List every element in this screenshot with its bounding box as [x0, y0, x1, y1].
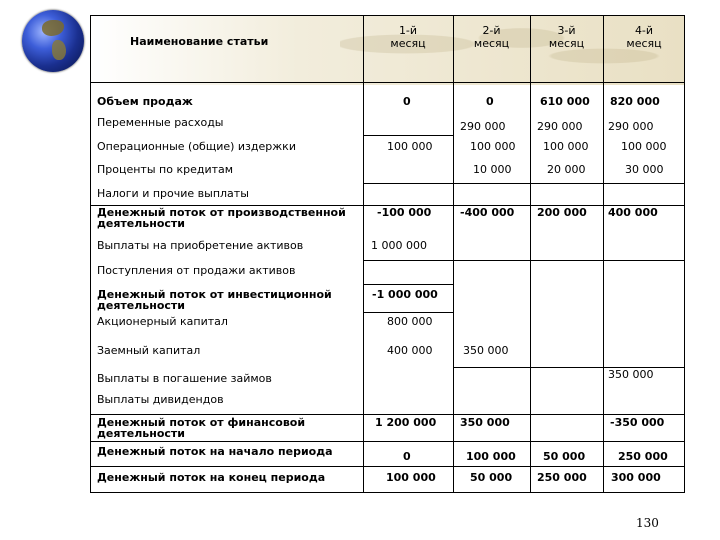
cell-loan-m2: 350 000 [463, 344, 509, 357]
cell-interest-m3: 20 000 [547, 163, 586, 176]
cell-cf-financing-m2: 350 000 [460, 416, 510, 429]
row-divider [363, 260, 685, 261]
label-line: деятельности [97, 299, 186, 312]
cell-cf-end-m1: 100 000 [386, 471, 436, 484]
cell-equity-m1: 800 000 [387, 315, 433, 328]
header-month-3 [530, 24, 603, 50]
row-label-asset-purchase: Выплаты на приобретение активов [97, 239, 304, 252]
cell-loan-repay-m4: 350 000 [608, 368, 654, 381]
row-divider [363, 183, 685, 184]
cell-interest-m2: 10 000 [473, 163, 512, 176]
row-label-variable: Переменные расходы [97, 116, 224, 129]
cell-cf-operating-m2: -400 000 [460, 206, 515, 219]
cell-operating-m4: 100 000 [621, 140, 667, 153]
cell-variable-m2: 290 000 [460, 120, 506, 133]
row-label-cf-operating [97, 207, 346, 229]
row-divider [90, 466, 685, 467]
cell-cf-financing-m1: 1 200 000 [375, 416, 437, 429]
cell-variable-m4: 290 000 [608, 120, 654, 133]
cell-cf-start-m3: 50 000 [543, 450, 586, 463]
row-label-cf-financing [97, 417, 305, 439]
cell-line [363, 135, 453, 136]
row-label-dividends: Выплаты дивидендов [97, 393, 224, 406]
cell-cf-operating-m1: -100 000 [377, 206, 432, 219]
cell-sales-m4: 820 000 [610, 95, 660, 108]
row-divider [90, 441, 685, 442]
cell-line [363, 312, 453, 313]
row-label-sales: Объем продаж [97, 95, 193, 108]
cell-cf-operating-m4: 400 000 [608, 206, 658, 219]
label-line: деятельности [97, 427, 186, 440]
header-divider [90, 82, 685, 83]
row-label-loan-repay: Выплаты в погашение займов [97, 372, 272, 385]
cell-variable-m3: 290 000 [537, 120, 583, 133]
cell-cf-end-m4: 300 000 [611, 471, 661, 484]
cell-operating-m1: 100 000 [387, 140, 433, 153]
column-divider [530, 15, 531, 493]
row-label-equity: Акционерный капитал [97, 315, 228, 328]
row-label-interest: Проценты по кредитам [97, 163, 234, 176]
header-item: Наименование статьи [130, 35, 269, 48]
row-label-loan: Заемный капитал [97, 344, 201, 357]
cell-sales-m1: 0 [403, 95, 411, 108]
row-label-cf-end: Денежный поток на конец периода [97, 471, 326, 484]
month-number: 1-й [398, 24, 418, 37]
globe-land [52, 40, 66, 60]
column-divider [363, 15, 364, 493]
globe-logo [22, 10, 84, 72]
cell-sales-m3: 610 000 [540, 95, 590, 108]
cell-cf-start-m1: 0 [403, 450, 411, 463]
cell-interest-m4: 30 000 [625, 163, 664, 176]
label-line: Денежный поток от инвестиционной [97, 288, 332, 301]
row-label-cf-start: Денежный поток на начало периода [97, 445, 333, 458]
month-word: месяц [548, 37, 585, 50]
globe-land [42, 20, 64, 36]
cell-asset-purchase-m1: 1 000 000 [371, 239, 427, 252]
month-word: месяц [473, 37, 510, 50]
column-divider [603, 15, 604, 493]
row-label-cf-investing [97, 289, 332, 311]
cell-cf-end-m2: 50 000 [470, 471, 513, 484]
row-label-asset-sale: Поступления от продажи активов [97, 264, 296, 277]
cell-operating-m3: 100 000 [543, 140, 589, 153]
month-word: месяц [390, 37, 426, 50]
cell-cf-investing-m1: -1 000 000 [372, 288, 438, 301]
cell-sales-m2: 0 [486, 95, 494, 108]
cell-cf-start-m2: 100 000 [466, 450, 516, 463]
row-label-taxes: Налоги и прочие выплаты [97, 187, 249, 200]
cell-line [363, 284, 453, 285]
month-word: месяц [626, 37, 662, 50]
month-number: 4-й [634, 24, 654, 37]
label-line: деятельности [97, 217, 186, 230]
cell-cf-operating-m3: 200 000 [537, 206, 587, 219]
month-number: 2-й [482, 24, 501, 37]
row-divider [90, 414, 685, 415]
column-divider [453, 15, 454, 493]
row-label-operating: Операционные (общие) издержки [97, 140, 296, 153]
page-number: 130 [636, 516, 659, 530]
header-month-2 [453, 24, 530, 50]
cell-cf-start-m4: 250 000 [618, 450, 668, 463]
month-number: 3-й [557, 24, 576, 37]
cell-cf-end-m3: 250 000 [537, 471, 587, 484]
label-line: Денежный поток от финансовой [97, 416, 306, 429]
cell-operating-m2: 100 000 [470, 140, 516, 153]
header-month-1 [363, 24, 453, 50]
label-line: Денежный поток от производственной [97, 206, 346, 219]
cell-cf-financing-m4: -350 000 [610, 416, 665, 429]
cell-loan-m1: 400 000 [387, 344, 433, 357]
header-month-4 [603, 24, 685, 50]
